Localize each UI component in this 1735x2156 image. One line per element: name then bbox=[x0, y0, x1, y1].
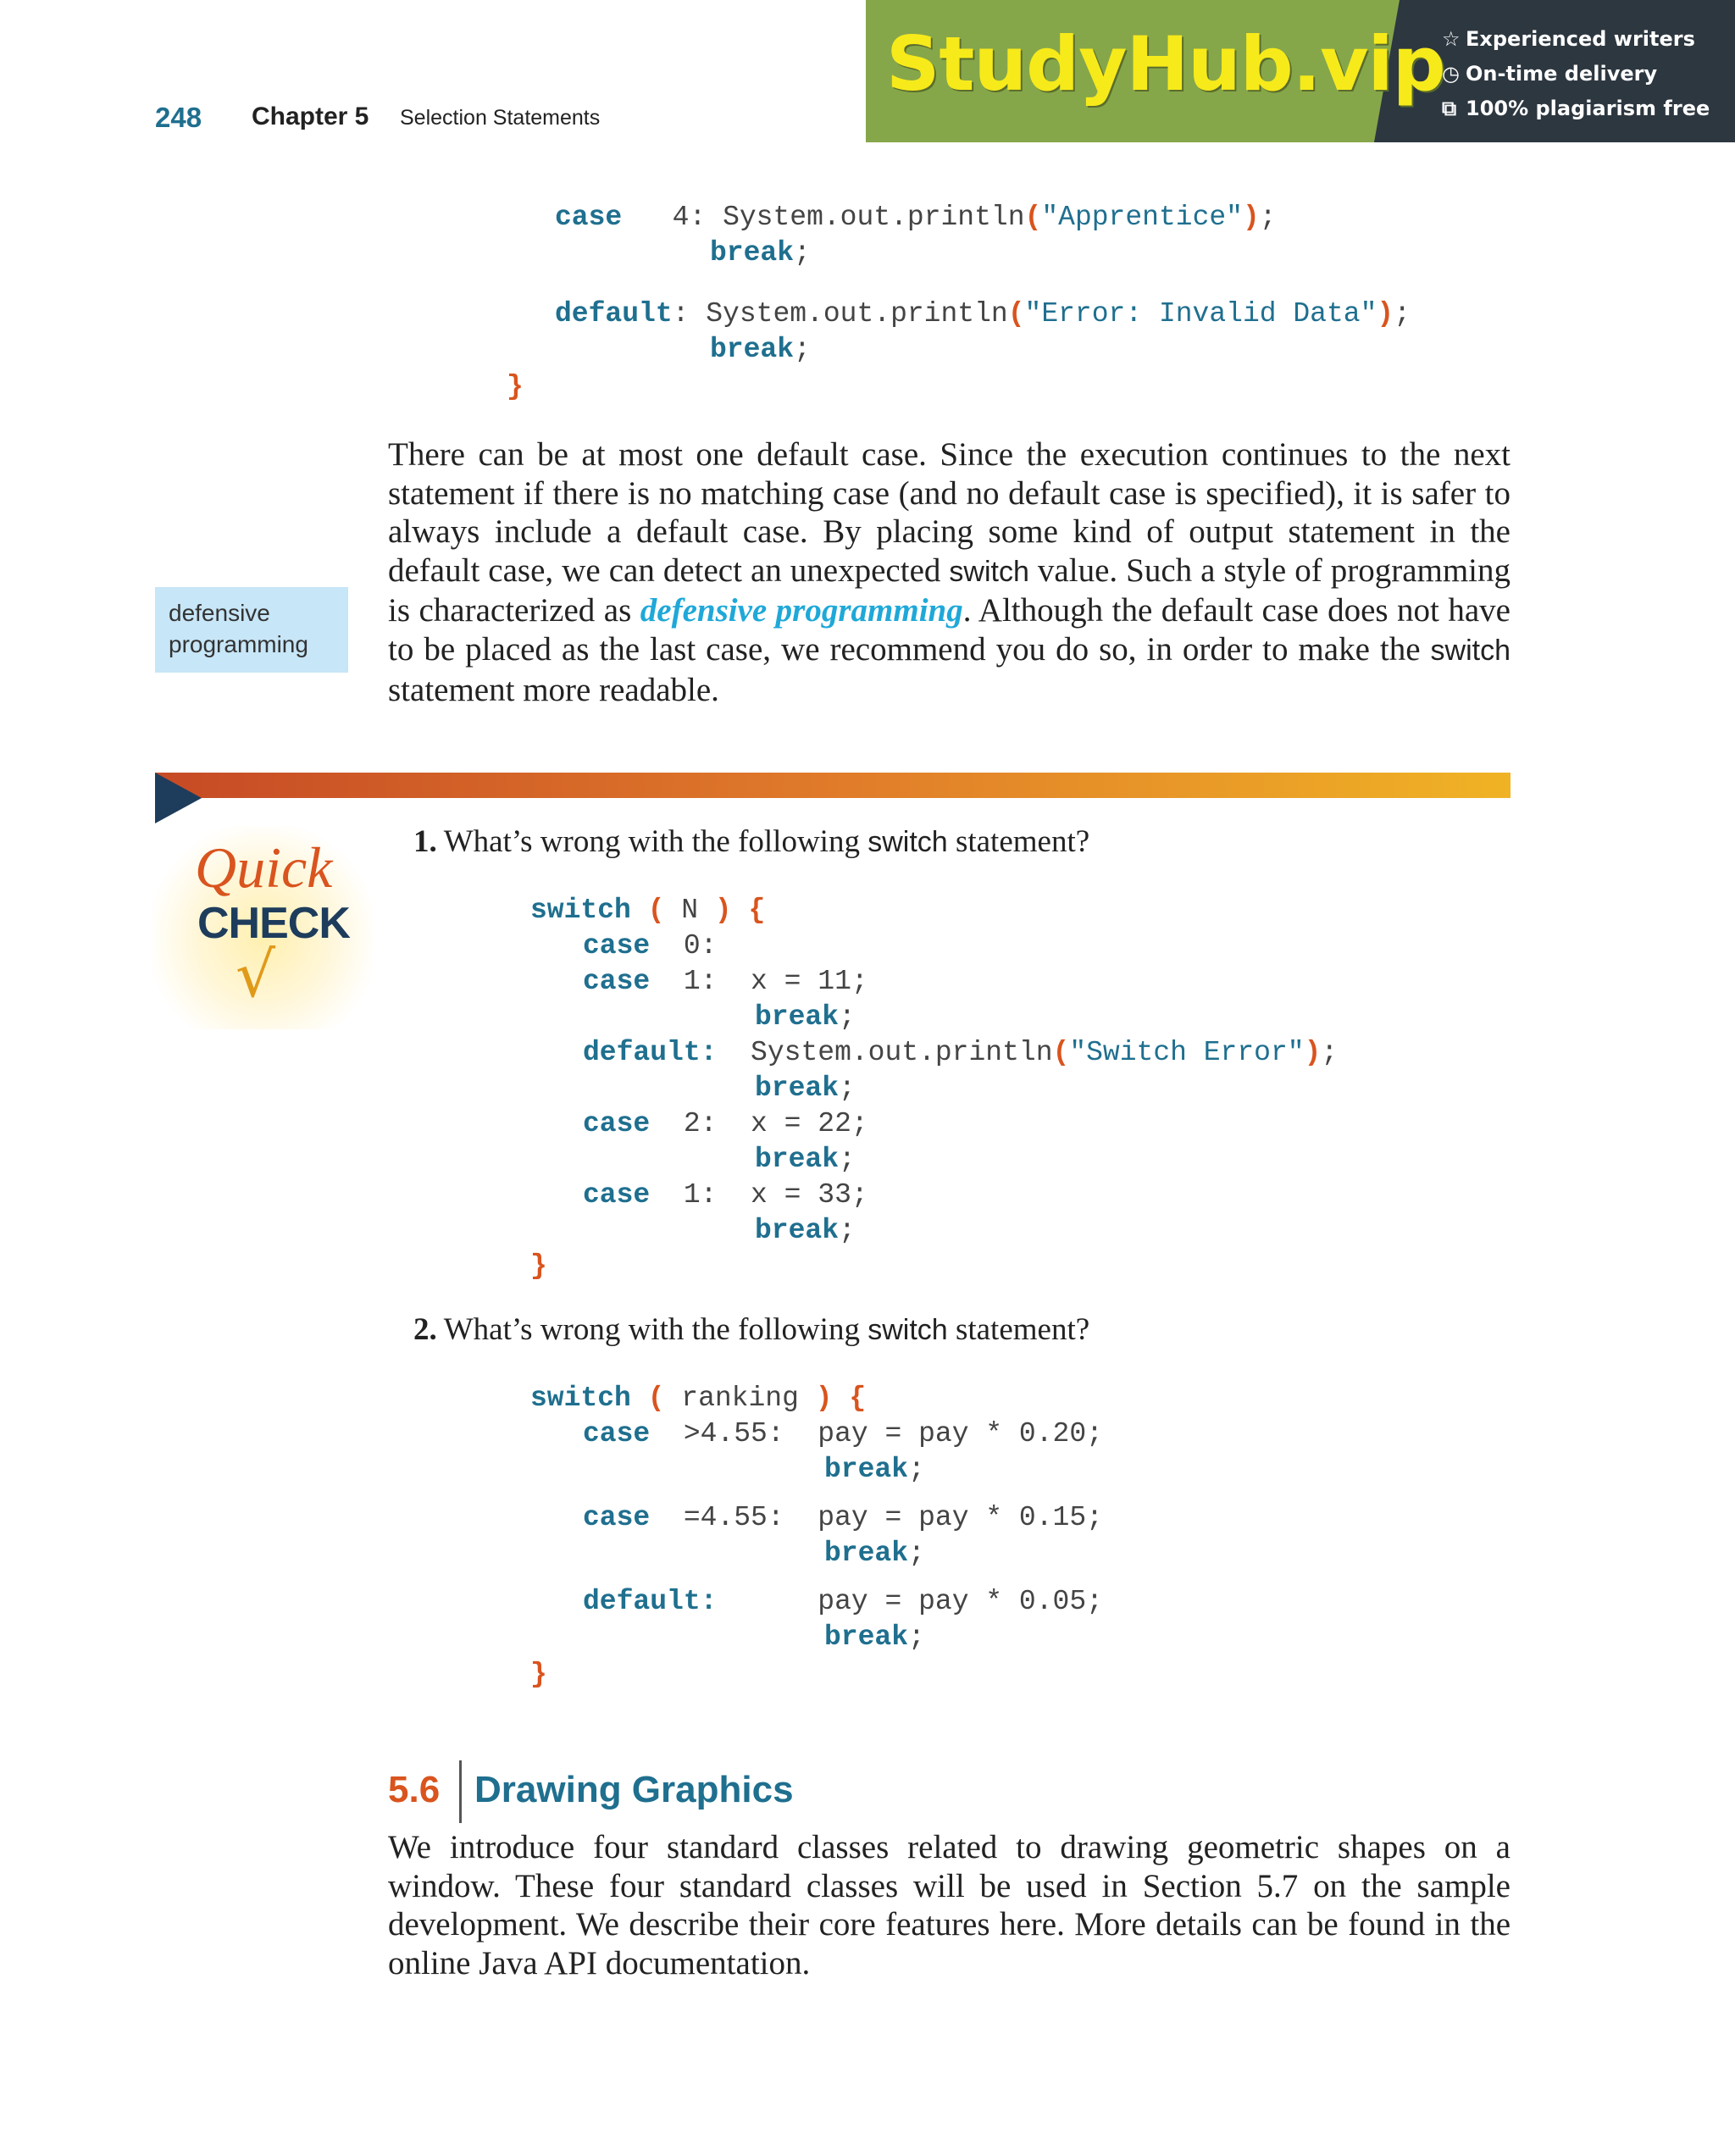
question-text: What’s wrong with the following bbox=[443, 824, 868, 859]
quick-check-bar bbox=[155, 773, 1511, 798]
code-line-break: break; bbox=[710, 237, 811, 269]
q1-code-case: case 2: x = 22; bbox=[583, 1108, 868, 1139]
section-divider bbox=[459, 1760, 462, 1823]
banner-feature-list bbox=[1442, 22, 1710, 126]
section-number: 5.6 bbox=[388, 1769, 441, 1810]
q1-code-break: break; bbox=[755, 1072, 856, 1104]
question-text: What’s wrong with the following bbox=[443, 1312, 868, 1347]
quick-check-logo-check: CHECK bbox=[197, 899, 350, 948]
question-2 bbox=[413, 1311, 1089, 1348]
question-keyword: switch bbox=[868, 1314, 948, 1346]
chapter-label: Chapter 5 bbox=[252, 103, 369, 130]
q1-code-case: case 1: x = 11; bbox=[583, 966, 868, 997]
q1-code-break: break; bbox=[755, 1001, 856, 1033]
banner-feature-text: 100% plagiarism free bbox=[1466, 97, 1710, 120]
question-1 bbox=[413, 823, 1089, 860]
q2-code-break: break; bbox=[824, 1621, 925, 1653]
q2-code-break: break; bbox=[824, 1538, 925, 1569]
q2-code-switch: switch ( ranking ) { bbox=[530, 1383, 867, 1414]
q1-code-break: break; bbox=[755, 1215, 856, 1246]
banner-feature bbox=[1442, 22, 1710, 57]
code-close-brace: } bbox=[507, 371, 524, 402]
banner-feature bbox=[1442, 57, 1710, 91]
margin-note-line: programming bbox=[169, 631, 308, 657]
clock-icon: ◷ bbox=[1442, 62, 1460, 86]
banner-feature bbox=[1442, 91, 1710, 126]
quick-check-logo-quick: Quick bbox=[195, 835, 333, 900]
banner-feature-text: Experienced writers bbox=[1466, 27, 1695, 51]
banner-logo[interactable]: StudyHub.vip bbox=[886, 20, 1445, 108]
q2-code-close-brace: } bbox=[530, 1659, 547, 1690]
star-icon: ☆ bbox=[1442, 27, 1461, 51]
question-number: 1. bbox=[413, 824, 437, 859]
section-body-paragraph: We introduce four standard classes related to drawing geometric shapes on a window. These four standard classes will be used in Section 5.7 on the sample development. We describe their core features here. More details can be found in the online Java API documentation. bbox=[388, 1829, 1511, 1981]
quick-check-triangle bbox=[155, 773, 202, 823]
chapter-title: Selection Statements bbox=[400, 106, 601, 130]
q1-code-break: break; bbox=[755, 1144, 856, 1175]
question-keyword: switch bbox=[868, 826, 948, 858]
copy-icon: ⧉ bbox=[1442, 97, 1457, 120]
q1-code-case: case 1: x = 33; bbox=[583, 1179, 868, 1211]
code-line-break: break; bbox=[710, 334, 811, 365]
question-number: 2. bbox=[413, 1312, 437, 1347]
q1-code-switch: switch ( N ) { bbox=[530, 895, 766, 926]
section-title: Drawing Graphics bbox=[474, 1769, 794, 1810]
q2-code-break: break; bbox=[824, 1454, 925, 1485]
defensive-programming-term: defensive programming bbox=[640, 592, 963, 629]
code-line-case4: case 4: System.out.println("Apprentice"); bbox=[555, 202, 1277, 233]
question-text: statement? bbox=[947, 1312, 1090, 1347]
q2-code-default: default: pay = pay * 0.05; bbox=[583, 1586, 1103, 1617]
margin-note bbox=[155, 587, 348, 673]
q1-code-case: case 0: bbox=[583, 930, 718, 962]
body-paragraph: There can be at most one default case. Since the execution continues to the next statement if there is no matching case (and no default case is specified), it is safer to always include a default case. By placing some kind of output statement in the default case, we can detect an unexpected switch value. Such a style of programming is characterized as defensive programming. Although the default case does not have to be placed as the last case, we recommend you do so, in order to make the switch statement more readable. bbox=[388, 436, 1511, 708]
q1-code-default: default: System.out.println("Switch Error"); bbox=[583, 1037, 1339, 1068]
margin-note-line: defensive bbox=[169, 600, 270, 626]
question-text: statement? bbox=[947, 824, 1090, 859]
checkmark-icon: √ bbox=[236, 939, 276, 1011]
q2-code-case: case =4.55: pay = pay * 0.15; bbox=[583, 1502, 1103, 1533]
studyhub-banner[interactable] bbox=[866, 0, 1735, 142]
banner-feature-text: On-time delivery bbox=[1466, 62, 1658, 86]
q2-code-case: case >4.55: pay = pay * 0.20; bbox=[583, 1418, 1103, 1449]
code-line-default: default: System.out.println("Error: Invalid Data"); bbox=[555, 298, 1411, 330]
page-number: 248 bbox=[155, 102, 202, 133]
q1-code-close-brace: } bbox=[530, 1250, 547, 1282]
